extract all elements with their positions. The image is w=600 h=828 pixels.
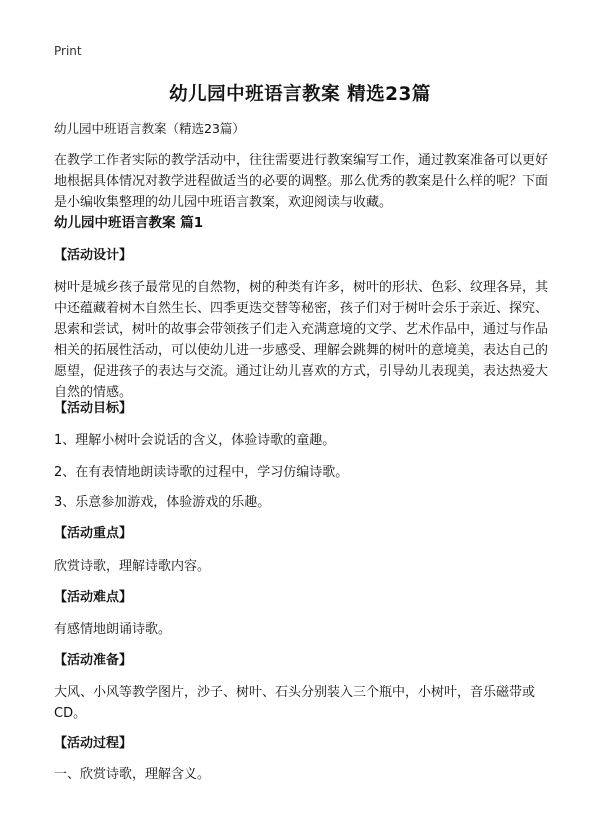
goal-item: 1、理解小树叶会说话的含义，体验诗歌的童趣。 [54, 433, 336, 448]
goal-item: 2、在有表情地朗读诗歌的过程中，学习仿编诗歌。 [54, 465, 349, 480]
design-paragraph: 树叶是城乡孩子最常见的自然物，树的种类有许多，树叶的形状、色彩、纹理各异，其中还蕴藏着树木自然生长、四季更迭交替等秘密，孩子们对于树叶会乐于亲近、探究、思索和尝试，树叶的故事会带领孩子们走入充满意境的文学、艺术作品中，通过与作品相关的拓展性活动，可以使幼儿进一步感受、理解会跳舞的树叶的意境美，表达自己的愿望，促进孩子的表达与交流。通过让幼儿喜欢的方式，引导幼儿表现美，表达热爱大自然的情感。 [54, 280, 549, 400]
key-points-text: 欣赏诗歌，理解诗歌内容。 [54, 559, 211, 574]
design-heading: 【活动设计】 [54, 248, 133, 263]
document-subtitle: 幼儿园中班语言教案（精选23篇） [54, 121, 245, 136]
process-text: 一、欣赏诗歌，理解含义。 [54, 767, 211, 782]
process-heading: 【活动过程】 [54, 736, 133, 751]
preparation-heading: 【活动准备】 [54, 653, 133, 668]
intro-paragraph: 在教学工作者实际的教学活动中，往往需要进行教案编写工作，通过教案准备可以更好地根据具体情况对教学进程做适当的必要的调整。那么优秀的教案是什么样的呢？下面是小编收集整理的幼儿园中班语言教案，欢迎阅读与收藏。 [54, 153, 549, 210]
difficulties-heading: 【活动难点】 [54, 590, 133, 605]
print-label: Print [54, 44, 82, 58]
goal-item: 3、乐意参加游戏，体验游戏的乐趣。 [54, 495, 271, 510]
preparation-text: 大风、小风等教学图片，沙子、树叶、石头分别装入三个瓶中，小树叶，音乐磁带或CD。 [54, 685, 536, 721]
page-title: 幼儿园中班语言教案 精选23篇 [169, 84, 431, 105]
goals-heading: 【活动目标】 [54, 401, 133, 416]
key-points-heading: 【活动重点】 [54, 526, 133, 541]
difficulties-text: 有感情地朗诵诗歌。 [54, 622, 172, 637]
section-title: 幼儿园中班语言教案 篇1 [54, 215, 204, 231]
